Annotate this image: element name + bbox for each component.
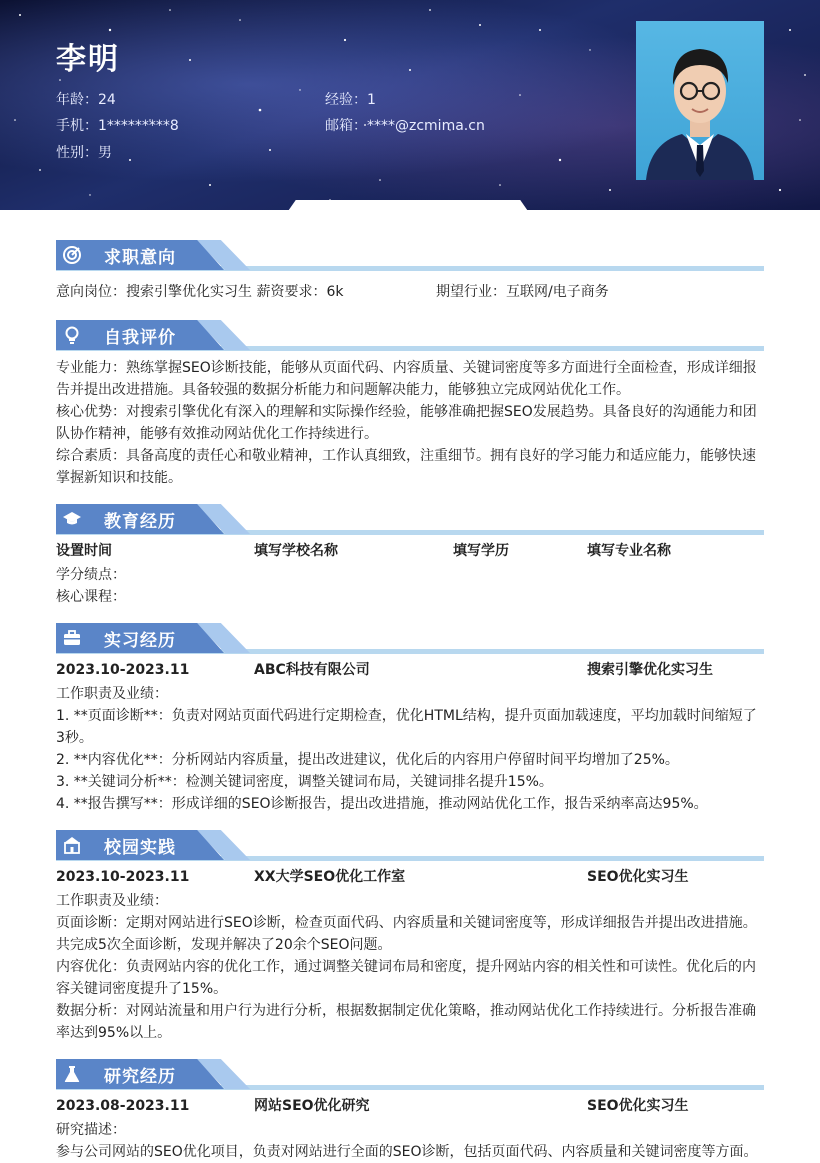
education-gpa: 学分绩点： <box>56 567 126 583</box>
candidate-name: 李明 <box>56 42 120 77</box>
internship-line: 2. **内容优化**：分析网站内容质量，提出改进建议，优化后的内容用户停留时间平均增加了25%。 <box>56 752 679 768</box>
self-eval-paragraph: 核心优势：对搜索引擎优化有深入的理解和实际操作经验，能够准确把握SEO发展趋势。具备良好的沟通能力和团队协作精神，能够有效推动网站优化工作持续进行。 <box>56 404 757 442</box>
section-header-internship <box>56 623 764 655</box>
research-time: 2023.08-2023.11 <box>56 1098 190 1114</box>
profile-photo <box>636 21 764 180</box>
education-degree: 填写学历 <box>453 543 509 559</box>
campus-line: 数据分析：对网站流量和用户行为进行分析，根据数据制定优化策略，推动网站优化工作持续进行。分析报告准确率达到95%以上。 <box>56 1003 756 1041</box>
section-header-intent <box>56 240 764 272</box>
campus-line: 工作职责及业绩： <box>56 893 168 909</box>
phone-info <box>56 115 179 135</box>
education-courses: 核心课程： <box>56 589 126 605</box>
campus-line: 页面诊断：定期对网站进行SEO诊断，检查页面代码、内容质量和关键词密度等，形成详细报告并提出改进措施。共完成5次全面诊断，发现并解决了20余个SEO问题。 <box>56 915 757 953</box>
self-eval-paragraph: 专业能力：熟练掌握SEO诊断技能，能够从页面代码、内容质量、关键词密度等多方面进行全面检查，形成详细报告并提出改进措施。具备较强的数据分析能力和问题解决能力，能够独立完成网站优化工作。 <box>56 360 757 398</box>
section-title: 求职意向 <box>104 248 176 268</box>
research-row <box>56 1095 764 1117</box>
gender-label: 性别： <box>56 145 98 161</box>
experience-info <box>325 89 376 109</box>
research-line: 参与公司网站的SEO优化项目，负责对网站进行全面的SEO诊断，包括页面代码、内容质量和关键词密度等方面。 <box>56 1144 758 1160</box>
internship-row <box>56 659 764 681</box>
section-header-self-eval <box>56 320 764 352</box>
briefcase-icon <box>62 628 82 648</box>
internship-line: 3. **关键词分析**：检测关键词密度，调整关键词布局，关键词排名提升15%。 <box>56 774 553 790</box>
flask-icon <box>62 1064 82 1084</box>
internship-time: 2023.10-2023.11 <box>56 662 190 678</box>
self-eval-paragraph: 综合素质：具备高度的责任心和敬业精神，工作认真细致，注重细节。拥有良好的学习能力和适应能力，能够快速掌握新知识和技能。 <box>56 448 756 486</box>
education-school: 填写学校名称 <box>254 543 338 559</box>
section-header-research <box>56 1059 764 1091</box>
age-label: 年龄： <box>56 92 98 108</box>
phone-value: 1*********8 <box>98 118 179 134</box>
campus-role: SEO优化实习生 <box>587 869 689 885</box>
gender-value: 男 <box>98 145 112 161</box>
section-title: 实习经历 <box>104 631 176 651</box>
internship-line: 4. **报告撰写**：形成详细的SEO诊断报告，提出改进措施，推动网站优化工作，报告采纳率高达95%。 <box>56 796 708 812</box>
research-project: 网站SEO优化研究 <box>254 1098 370 1114</box>
intent-industry: 期望行业：互联网/电子商务 <box>436 284 609 300</box>
internship-role: 搜索引擎优化实习生 <box>587 662 713 678</box>
section-title: 研究经历 <box>104 1067 176 1087</box>
header-notch <box>286 200 530 214</box>
email-value[interactable]: ****@zcmima.cn <box>367 118 485 134</box>
target-icon <box>62 245 82 265</box>
internship-line: 1. **页面诊断**：负责对网站页面代码进行定期检查，优化HTML结构，提升页面加载速度，平均加载时间缩短了3秒。 <box>56 708 757 746</box>
campus-row <box>56 866 764 888</box>
age-info <box>56 89 116 109</box>
research-role: SEO优化实习生 <box>587 1098 689 1114</box>
phone-label: 手机： <box>56 118 98 134</box>
section-title: 自我评价 <box>104 328 176 348</box>
school-building-icon <box>62 835 82 855</box>
experience-label: 经验： <box>325 92 367 108</box>
campus-org: XX大学SEO优化工作室 <box>254 869 406 885</box>
campus-line: 内容优化：负责网站内容的优化工作，通过调整关键词布局和密度，提升网站内容的相关性和可读性。优化后的内容关键词密度提升了15%。 <box>56 959 756 997</box>
campus-time: 2023.10-2023.11 <box>56 869 190 885</box>
education-major: 填写专业名称 <box>587 543 671 559</box>
internship-company: ABC科技有限公司 <box>254 662 370 678</box>
section-header-education <box>56 504 764 536</box>
graduation-cap-icon <box>62 509 82 529</box>
intent-row <box>56 281 764 303</box>
email-label: 邮箱： <box>325 118 367 134</box>
email-info <box>325 115 485 135</box>
portrait-avatar-icon <box>636 21 764 180</box>
research-line: 研究描述： <box>56 1122 126 1138</box>
gender-info <box>56 142 112 162</box>
section-title: 校园实践 <box>104 838 176 858</box>
header-banner <box>0 0 820 210</box>
experience-value: 1 <box>367 92 376 108</box>
section-title: 教育经历 <box>104 512 176 532</box>
lightbulb-icon <box>62 325 82 345</box>
education-time: 设置时间 <box>56 543 112 559</box>
section-header-campus <box>56 830 764 862</box>
age-value: 24 <box>98 92 116 108</box>
intent-position: 意向岗位：搜索引擎优化实习生 薪资要求：6k <box>56 284 344 300</box>
education-row <box>56 540 764 562</box>
internship-line: 工作职责及业绩： <box>56 686 168 702</box>
